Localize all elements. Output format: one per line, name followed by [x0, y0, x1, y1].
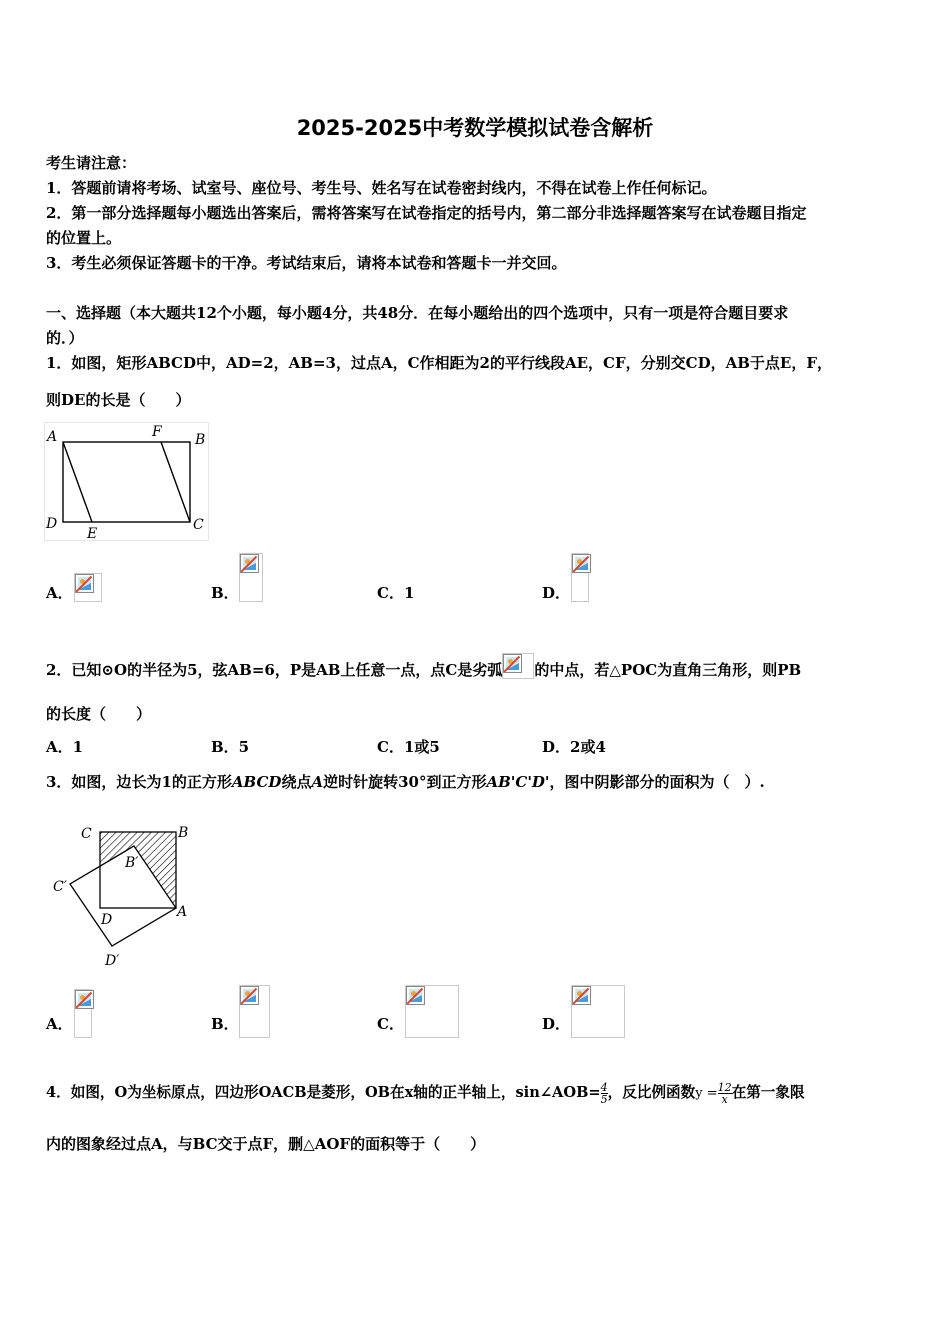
q3-option-d[interactable]: D．	[542, 1015, 571, 1033]
q1-label-f: F	[152, 424, 162, 440]
q1-label-d: D	[46, 516, 58, 532]
q4-fraction-function: $\frac{12}{x}$	[717, 1080, 732, 1106]
q2-option-d[interactable]: D．2或4	[542, 738, 606, 756]
q2-stem-cont: 的长度（ ）	[46, 705, 152, 723]
q4-stem-part2: ，反比例函数	[607, 1084, 696, 1101]
q3-stem-part1: 3．如图，边长为1的正方形	[46, 773, 232, 791]
q3-label-b-prime: B′	[125, 855, 139, 871]
q3-label-d: D	[101, 912, 113, 928]
section1-heading: 一、选择题（本大题共12个小题，每小题4分，共48分．在每小题给出的四个选项中，只有一项是符合题目要求	[46, 304, 789, 322]
q3-point-a: A	[311, 773, 324, 791]
q2-stem-part2: 的中点，若△POC为直角三角形，则PB	[534, 661, 802, 679]
q1-label-e: E	[87, 526, 98, 542]
q3-stem-part4: ，图中阴影部分的面积为（ ）.	[549, 773, 765, 791]
q3-stem-part3: 逆时针旋转30°到正方形	[323, 773, 487, 791]
q3-option-a[interactable]: A．	[46, 1015, 73, 1033]
notice-item-3: 3．考生必须保证答题卡的干净。考试结束后，请将本试卷和答题卡一并交回。	[46, 254, 567, 272]
q1-option-c[interactable]: C．1	[377, 584, 415, 602]
q4-stem-cont: 内的图象经过点A，与BC交于点F，删△AOF的面积等于（ ）	[46, 1135, 486, 1153]
q1-option-d[interactable]: D．	[542, 584, 571, 602]
broken-image-icon	[75, 990, 94, 1009]
q2-arc-image	[502, 653, 534, 679]
q3-square-abcd-rotated: AB'C'D'	[486, 773, 550, 791]
q1-option-a[interactable]: A．	[46, 584, 73, 602]
q1-rectangle-figure	[44, 422, 210, 542]
q4-fraction-sin: $\frac{4}{5}$	[600, 1080, 608, 1106]
section1-heading-cont: 的．）	[46, 329, 84, 347]
q3-rotated-square-figure	[50, 820, 200, 975]
q2-option-c[interactable]: C．1或5	[377, 738, 440, 756]
broken-image-icon	[572, 554, 591, 573]
q3-label-a: A	[177, 904, 188, 920]
q2-option-a[interactable]: A．1	[46, 738, 84, 756]
q3-option-b-image	[239, 985, 270, 1038]
broken-image-icon	[572, 986, 591, 1005]
notice-heading: 考生请注意：	[46, 154, 137, 172]
q1-option-a-image	[74, 573, 102, 602]
q1-label-c: C	[193, 517, 204, 533]
q3-label-b: B	[178, 825, 189, 841]
q3-label-c: C	[81, 826, 92, 842]
q2-option-b[interactable]: B．5	[211, 738, 250, 756]
notice-item-1: 1．答题前请将考场、试室号、座位号、考生号、姓名写在试卷密封线内，不得在试卷上作任何标记。	[46, 179, 717, 197]
broken-image-icon	[240, 986, 259, 1005]
page-title: 2025-2025中考数学模拟试卷含解析	[296, 116, 654, 140]
q2-stem	[46, 653, 801, 680]
notice-item-2: 2．第一部分选择题每小题选出答案后，需将答案写在试卷指定的括号内，第二部分非选择题答案写在试卷题目指定	[46, 204, 807, 222]
q2-stem-part1: 2．已知⊙O的半径为5，弦AB=6，P是AB上任意一点，点C是劣弧	[46, 661, 503, 679]
q3-option-c[interactable]: C．	[377, 1015, 404, 1033]
broken-image-icon	[406, 986, 425, 1005]
broken-image-icon	[75, 574, 94, 593]
q3-label-c-prime: C′	[53, 879, 67, 895]
q3-option-d-image	[571, 985, 625, 1038]
notice-item-2-cont: 的位置上。	[46, 229, 122, 247]
q1-stem: 1．如图，矩形ABCD中，AD=2，AB=3，过点A，C作相距为2的平行线段AE，CF，分别交CD，AB于点E，F，	[46, 354, 832, 372]
q4-stem	[46, 1081, 805, 1105]
broken-image-icon	[503, 654, 522, 673]
q1-label-a: A	[47, 429, 58, 445]
q3-stem-part2: 绕点	[281, 773, 312, 791]
q1-label-b: B	[195, 432, 206, 448]
q3-option-a-image	[74, 989, 92, 1038]
q1-option-b[interactable]: B．	[211, 584, 239, 602]
broken-image-icon	[240, 554, 259, 573]
q3-option-b[interactable]: B．	[211, 1015, 239, 1033]
q4-y-equals: y =	[695, 1086, 718, 1101]
q3-square-abcd: ABCD	[231, 773, 282, 791]
q1-option-d-image	[571, 553, 589, 602]
q3-stem	[46, 771, 765, 792]
q4-stem-part1: 4．如图，O为坐标原点，四边形OACB是菱形，OB在x轴的正半轴上，sin∠AOB=	[46, 1084, 601, 1101]
q4-stem-part3: 在第一象限	[731, 1084, 805, 1101]
q1-option-b-image	[239, 553, 263, 602]
q3-option-c-image	[405, 985, 459, 1038]
q1-stem-cont: 则DE的长是（ ）	[46, 391, 191, 409]
q3-label-d-prime: D′	[105, 953, 120, 969]
